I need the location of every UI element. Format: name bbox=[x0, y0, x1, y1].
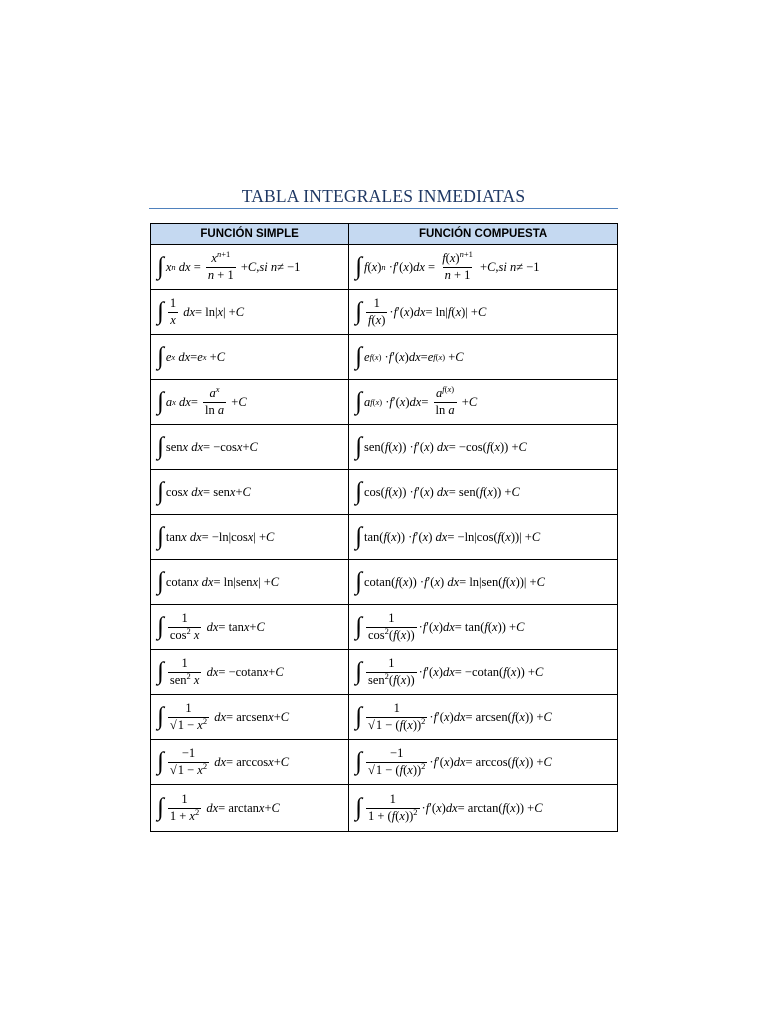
formula-simple-reciprocal: ∫ $\frac{1}{x}$ dx = ln| x | + C bbox=[151, 290, 349, 335]
formula-simple-arccos: ∫ $\frac{-1}{√1 - x^2}$ dx = arccos x + C bbox=[151, 740, 349, 785]
table-row bbox=[151, 695, 618, 740]
formula-compuesta-reciprocal: ∫ $\frac{1}{f(x)}$ · f ′( x ) dx = ln| f ( x )| + C bbox=[349, 290, 618, 335]
title-underline bbox=[149, 208, 618, 209]
table-row bbox=[151, 290, 618, 335]
table-header-row bbox=[151, 224, 618, 245]
formula-simple-cos: ∫ cos x dx = sen x + C bbox=[151, 470, 349, 515]
integrals-table bbox=[150, 223, 618, 832]
formula-simple-exp: ∫ e x dx = e x + C bbox=[151, 335, 349, 380]
header-funcion-simple: FUNCIÓN SIMPLE bbox=[151, 224, 349, 245]
formula-simple-power: ∫ x n dx = $\frac{x^{n+1}}{n + 1}$ + C , si n ≠ −1 bbox=[151, 245, 349, 290]
formula-compuesta-tan: ∫ tan( f ( x )) · f ′( x ) dx = −ln|cos( f ( x ))| + C bbox=[349, 515, 618, 560]
formula-compuesta-power: ∫ f ( x ) n · f ′( x ) dx = $\frac{f(x)^{n+1}}{n + 1}$ + C , si n ≠ −1 bbox=[349, 245, 618, 290]
formula-compuesta-exp: ∫ e f(x) · f ′( x ) dx = e f(x) + C bbox=[349, 335, 618, 380]
formula-compuesta-arctan: ∫ $\frac{1}{1 + (f(x))^2}$ · f ′( x ) dx = arctan( f ( x )) + C bbox=[349, 785, 618, 832]
table-row bbox=[151, 470, 618, 515]
formula-simple-tan: ∫ tan x dx = −ln|cos x | + C bbox=[151, 515, 349, 560]
formula-simple-arctan: ∫ $\frac{1}{1 + x^2}$ dx = arctan x + C bbox=[151, 785, 349, 832]
header-funcion-compuesta: FUNCIÓN COMPUESTA bbox=[349, 224, 618, 245]
table-row bbox=[151, 380, 618, 425]
formula-compuesta-csc2: ∫ $\frac{1}{sen^2(f(x))}$ · f ′( x ) dx = −cotan( f ( x )) + C bbox=[349, 650, 618, 695]
formula-compuesta-arccos: ∫ $\frac{-1}{√1 - (f(x))^2}$ · f ′( x ) dx = arccos( f ( x )) + C bbox=[349, 740, 618, 785]
table-row bbox=[151, 605, 618, 650]
formula-compuesta-sec2: ∫ $\frac{1}{\cos^2(f(x))}$ · f ′( x ) dx = tan( f ( x )) + C bbox=[349, 605, 618, 650]
formula-compuesta-cotan: ∫ cotan( f ( x )) · f ′( x ) dx = ln|sen( f ( x ))| + C bbox=[349, 560, 618, 605]
formula-simple-arcsen: ∫ $\frac{1}{√1 - x^2}$ dx = arcsen x + C bbox=[151, 695, 349, 740]
formula-compuesta-sen: ∫ sen( f ( x )) · f ′( x ) dx = −cos( f ( x )) + C bbox=[349, 425, 618, 470]
formula-simple-cotan: ∫ cotan x dx = ln|sen x | + C bbox=[151, 560, 349, 605]
table-row bbox=[151, 740, 618, 785]
formula-simple-sec2: ∫ $\frac{1}{\cos^2 x}$ dx = tan x + C bbox=[151, 605, 349, 650]
formula-compuesta-arcsen: ∫ $\frac{1}{√1 - (f(x))^2}$ · f ′( x ) dx = arcsen( f ( x )) + C bbox=[349, 695, 618, 740]
table-row bbox=[151, 515, 618, 560]
table-row bbox=[151, 245, 618, 290]
formula-compuesta-cos: ∫ cos( f ( x )) · f ′( x ) dx = sen( f ( x )) + C bbox=[349, 470, 618, 515]
page-title: TABLA INTEGRALES INMEDIATAS bbox=[241, 186, 526, 206]
table-row bbox=[151, 650, 618, 695]
formula-compuesta-ax: ∫ a f(x) · f ′( x ) dx = $\frac{a^{f(x)}}{\text{ln a}}$ + C bbox=[349, 380, 618, 425]
table-row bbox=[151, 560, 618, 605]
formula-simple-sen: ∫ sen x dx = −cos x + C bbox=[151, 425, 349, 470]
table-row bbox=[151, 785, 618, 832]
formula-simple-ax: ∫ a x dx = $\frac{a^x}{\text{ln a}}$ + C bbox=[151, 380, 349, 425]
table-row bbox=[151, 335, 618, 380]
formula-simple-csc2: ∫ $\frac{1}{sen^2 x}$ dx = −cotan x + C bbox=[151, 650, 349, 695]
table-row bbox=[151, 425, 618, 470]
